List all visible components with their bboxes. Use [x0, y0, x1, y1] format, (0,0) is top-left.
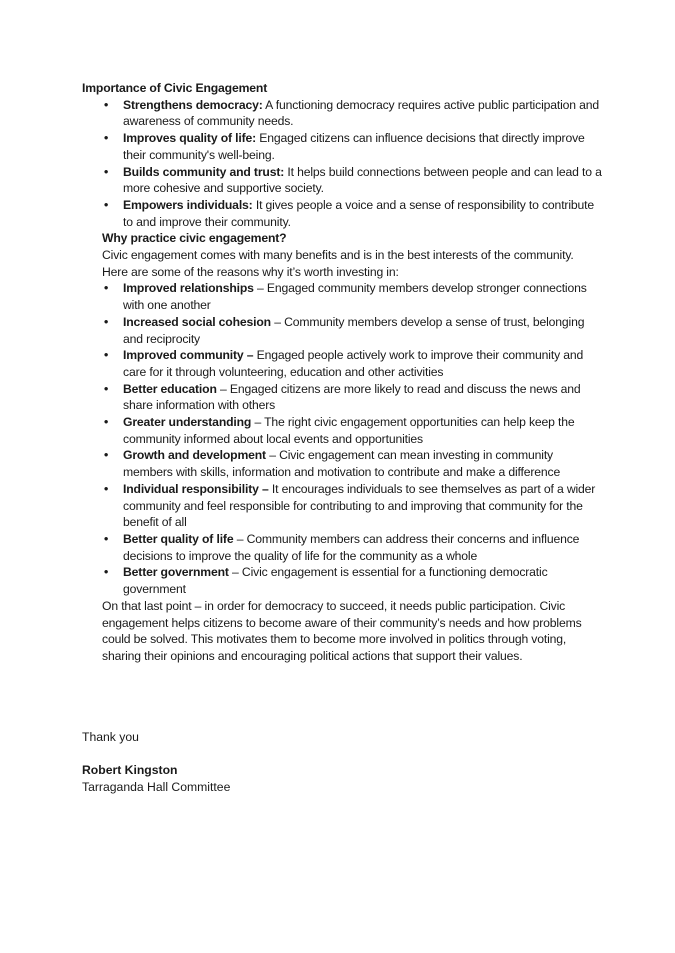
- item-text: – Engaged citizens are more likely to read and discuss the news and share information with others: [123, 381, 581, 413]
- list-item: [82, 564, 602, 597]
- list-item: [82, 414, 602, 447]
- signature-block: [82, 762, 230, 795]
- list-item: [82, 97, 602, 130]
- bullet-icon: •: [104, 531, 109, 546]
- signature-name: Robert Kingston: [82, 763, 178, 777]
- item-term: Increased social cohesion: [123, 314, 271, 329]
- item-term: Greater understanding: [123, 415, 252, 430]
- item-text: – Civic engagement is essential for a functioning democratic government: [123, 565, 548, 597]
- importance-list: [82, 97, 602, 231]
- list-item: [82, 381, 602, 414]
- bullet-icon: •: [104, 131, 109, 146]
- item-term: Builds community and trust:: [123, 164, 285, 179]
- bullet-icon: •: [104, 314, 109, 329]
- bullet-icon: •: [104, 381, 109, 396]
- reasons-list: [82, 280, 602, 597]
- why-heading: Why practice civic engagement?: [102, 231, 287, 246]
- bullet-icon: •: [104, 281, 109, 296]
- bullet-icon: •: [104, 415, 109, 430]
- item-text: – Community members develop a sense of trust, belonging and reciprocity: [123, 314, 585, 346]
- item-text: A functioning democracy requires active public participation and awareness of community needs.: [123, 97, 600, 129]
- list-item: [82, 164, 602, 197]
- bullet-icon: •: [104, 97, 109, 112]
- item-term: Improved community –: [123, 348, 254, 363]
- item-term: Strengthens democracy:: [123, 97, 263, 112]
- list-item: [82, 447, 602, 480]
- item-text: – Civic engagement can mean investing in community members with skills, information and motivation to contribute and make a difference: [123, 448, 561, 480]
- item-term: Better government: [123, 565, 229, 580]
- item-text: – The right civic engagement opportunities can help keep the community informed about local events and opportunities: [123, 415, 575, 446]
- item-text: It gives people a voice and a sense of responsibility to contribute to and improve their community.: [123, 197, 595, 229]
- bullet-icon: •: [104, 197, 109, 212]
- item-text: It helps build connections between people and can lead to a more cohesive and supportive society.: [123, 164, 602, 196]
- item-term: Better education: [123, 381, 217, 396]
- bullet-icon: •: [104, 348, 109, 363]
- item-term: Improves quality of life:: [123, 131, 257, 146]
- item-text: Engaged citizens can influence decisions that directly improve their community's well-being.: [123, 131, 585, 162]
- list-item: [82, 481, 602, 531]
- list-item: [82, 197, 602, 230]
- signature-organization: Tarraganda Hall Committee: [82, 779, 231, 794]
- item-text: – Community members can address their concerns and influence decisions to improve the quality of life for the community as a whole: [123, 531, 580, 563]
- list-item: [82, 314, 602, 347]
- bullet-icon: •: [104, 448, 109, 463]
- list-item: [82, 347, 602, 380]
- bullet-icon: •: [104, 481, 109, 496]
- item-text: – Engaged community members develop stronger connections with one another: [123, 281, 587, 313]
- list-item: [82, 531, 602, 564]
- section-title: Importance of Civic Engagement: [82, 81, 268, 95]
- item-text: It encourages individuals to see themselves as part of a wider community and feel responsible for contributing to and improving that community for the benefit of all: [123, 481, 596, 530]
- conclusion-paragraph: On that last point – in order for democracy to succeed, it needs public participation. Civic engagement helps citizens to become aware of their community’s needs and how problems could be solved. This motivates them to become more involved in politics through voting, sharing their opinions and encouraging political actions that support their values.: [102, 598, 582, 663]
- list-item: [82, 280, 602, 313]
- closing-line: Thank you: [82, 730, 139, 744]
- item-term: Growth and development: [123, 448, 266, 463]
- document-body: [82, 80, 602, 665]
- item-term: Improved relationships: [123, 281, 254, 296]
- list-item: [82, 130, 602, 163]
- why-intro: Civic engagement comes with many benefits and is in the best interests of the community. Here are some of the reasons why it’s worth investing in:: [102, 248, 574, 279]
- bullet-icon: •: [104, 565, 109, 580]
- item-term: Empowers individuals:: [123, 197, 253, 212]
- item-term: Individual responsibility –: [123, 481, 269, 496]
- item-text: Engaged people actively work to improve their community and care for it through volunteering, education and other activities: [123, 348, 584, 379]
- bullet-icon: •: [104, 164, 109, 179]
- item-term: Better quality of life: [123, 531, 234, 546]
